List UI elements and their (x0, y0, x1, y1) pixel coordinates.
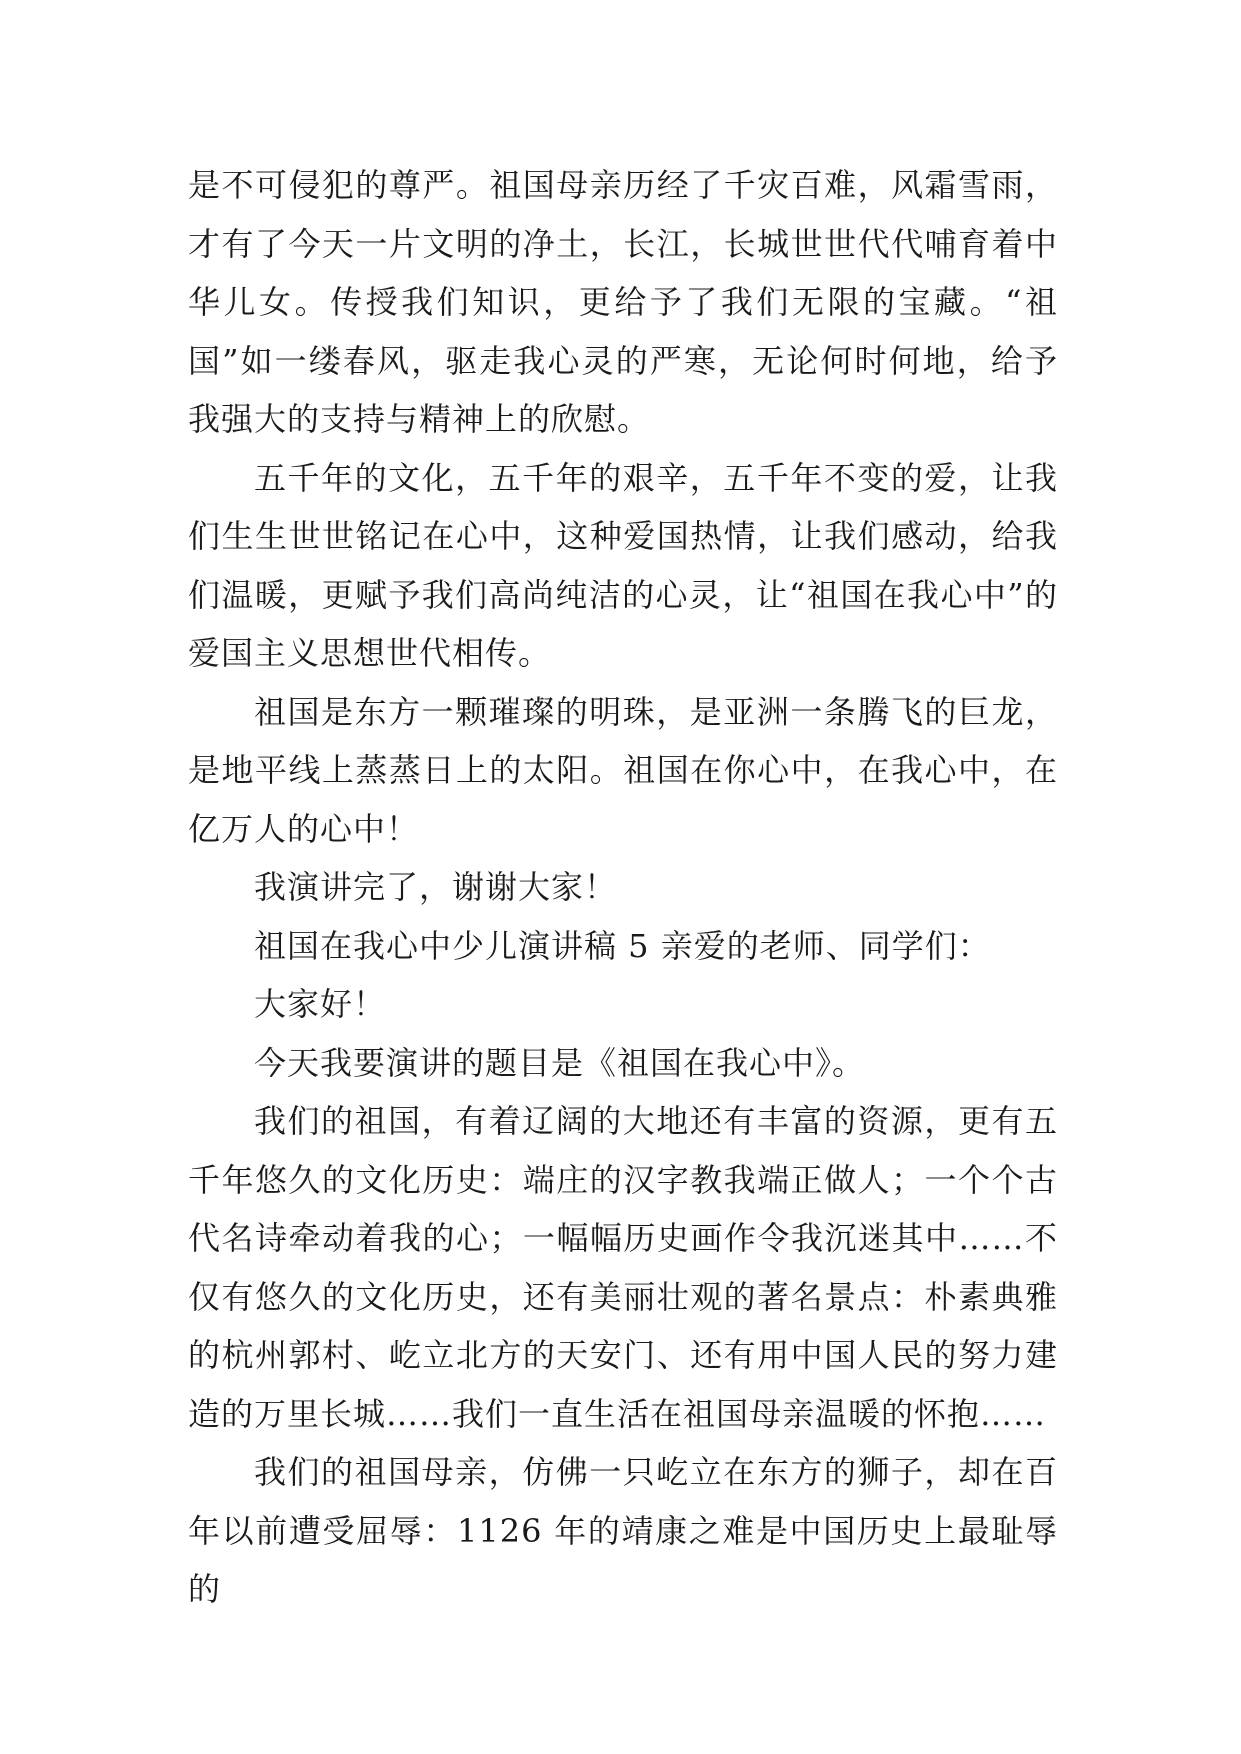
paragraph: 我们的祖国母亲，仿佛一只屹立在东方的狮子，却在百年以前遭受屈辱：1126 年的靖康之难是中国历史上最耻辱的 (188, 1453, 1058, 1608)
paragraph: 我们的祖国，有着辽阔的大地还有丰富的资源，更有五千年悠久的文化历史：端庄的汉字教我端正做人；一个个古代名诗牵动着我的心；一幅幅历史画作令我沉迷其中……不仅有悠久的文化历史，还有美丽壮观的著名景点：朴素典雅的杭州郭村、屹立北方的天安门、还有用中国人民的努力建造的万里长城……我们一直生活在祖国母亲温暖的怀抱…… (188, 1102, 1058, 1433)
paragraph: 我演讲完了，谢谢大家！ (254, 868, 618, 906)
greeting: 大家好！ (254, 985, 387, 1023)
speech-topic: 今天我要演讲的题目是《祖国在我心中》。 (254, 1043, 866, 1082)
paragraph: 是不可侵犯的尊严。祖国母亲历经了千灾百难，风霜雪雨，才有了今天一片文明的净土，长江，长城世世代代哺育着中华儿女。传授我们知识，更给予了我们无限的宝藏。“祖国”如一缕春风，驱走我心灵的严寒，无论何时何地，给予我强大的支持与精神上的欣慰。 (188, 166, 1058, 438)
paragraph: 祖国是东方一颗璀璨的明珠，是亚洲一条腾飞的巨龙，是地平线上蒸蒸日上的太阳。祖国在你心中，在我心中，在亿万人的心中！ (188, 692, 1058, 848)
section-heading-line: 祖国在我心中少儿演讲稿 5 亲爱的老师、同学们： (254, 926, 991, 965)
document-body (188, 156, 1058, 1619)
paragraph: 五千年的文化，五千年的艰辛，五千年不变的爱，让我们生生世世铭记在心中，这种爱国热情，让我们感动，给我们温暖，更赋予我们高尚纯洁的心灵，让“祖国在我心中”的爱国主义思想世代相传。 (188, 458, 1058, 672)
